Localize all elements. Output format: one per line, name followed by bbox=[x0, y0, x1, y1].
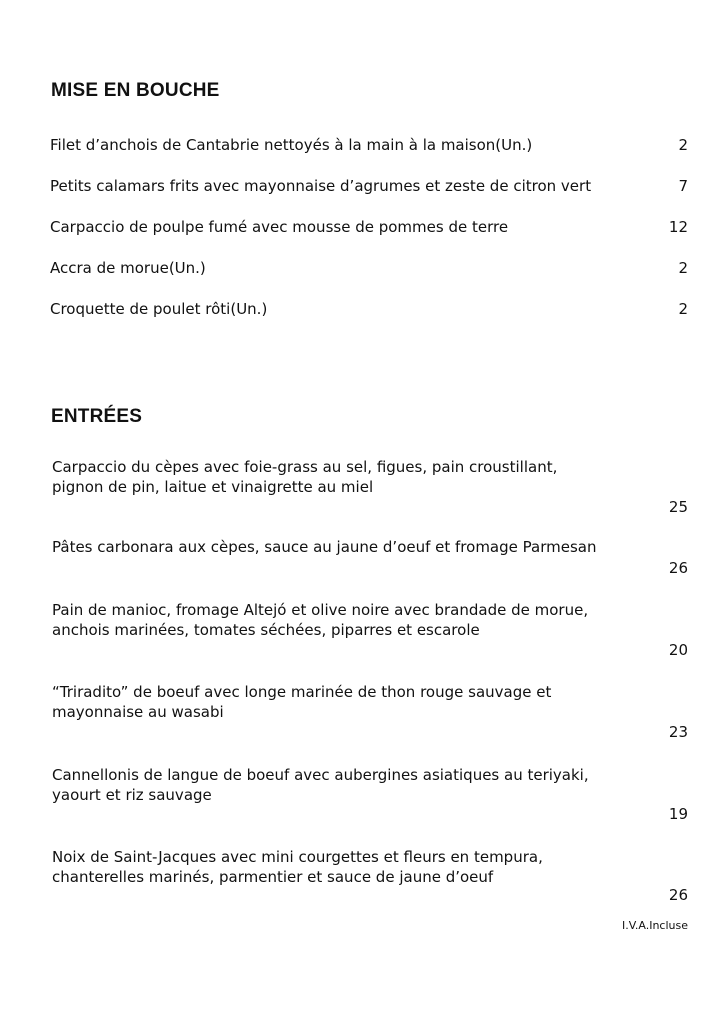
menu-item bbox=[52, 537, 688, 579]
item-description-line2: chanterelles marinés, parmentier et sauce de jaune d’oeuf bbox=[52, 868, 494, 886]
item-description-line1: Pâtes carbonara aux cèpes, sauce au jaune d’oeuf et fromage Parmesan bbox=[52, 538, 597, 556]
menu-item bbox=[52, 765, 688, 827]
item-name: Croquette de poulet rôti(Un.) bbox=[50, 300, 268, 318]
menu-item bbox=[52, 457, 688, 519]
item-name: Accra de morue(Un.) bbox=[50, 259, 206, 277]
item-description-line1: Carpaccio du cèpes avec foie-grass au sel, figues, pain croustillant, bbox=[52, 458, 558, 476]
item-price: 20 bbox=[668, 641, 688, 659]
item-price: 7 bbox=[678, 177, 688, 195]
item-price: 12 bbox=[668, 218, 688, 236]
section-title-entrees: ENTRÉES bbox=[51, 406, 143, 427]
item-description-line2: yaourt et riz sauvage bbox=[52, 786, 212, 804]
item-description-line1: Cannellonis de langue de boeuf avec aubergines asiatiques au teriyaki, bbox=[52, 766, 589, 784]
menu-item bbox=[52, 682, 688, 744]
section-title-mise-en-bouche: MISE EN BOUCHE bbox=[51, 80, 220, 101]
item-description-line1: “Triradito” de boeuf avec longe marinée de thon rouge sauvage et bbox=[52, 683, 552, 701]
item-description-line2: anchois marinées, tomates séchées, piparres et escarole bbox=[52, 621, 480, 639]
menu-item bbox=[52, 600, 688, 662]
item-description-line2: pignon de pin, laitue et vinaigrette au miel bbox=[52, 478, 374, 496]
item-price: 19 bbox=[668, 805, 688, 823]
item-name: Filet d’anchois de Cantabrie nettoyés à la main à la maison(Un.) bbox=[50, 136, 533, 154]
item-price: 2 bbox=[678, 300, 688, 318]
item-name: Petits calamars frits avec mayonnaise d’agrumes et zeste de citron vert bbox=[50, 177, 592, 195]
item-description-line1: Noix de Saint-Jacques avec mini courgettes et fleurs en tempura, bbox=[52, 848, 543, 866]
item-name: Carpaccio de poulpe fumé avec mousse de pommes de terre bbox=[50, 218, 509, 236]
item-price: 23 bbox=[668, 723, 688, 741]
item-price: 2 bbox=[678, 259, 688, 277]
item-price: 2 bbox=[678, 136, 688, 154]
tax-note: I.V.A.Incluse bbox=[622, 919, 688, 932]
menu-item bbox=[52, 847, 688, 909]
item-price: 26 bbox=[668, 886, 688, 904]
item-price: 25 bbox=[668, 498, 688, 516]
item-description-line2: mayonnaise au wasabi bbox=[52, 703, 224, 721]
item-description-line1: Pain de manioc, fromage Altejó et olive noire avec brandade de morue, bbox=[52, 601, 589, 619]
item-price: 26 bbox=[668, 559, 688, 577]
